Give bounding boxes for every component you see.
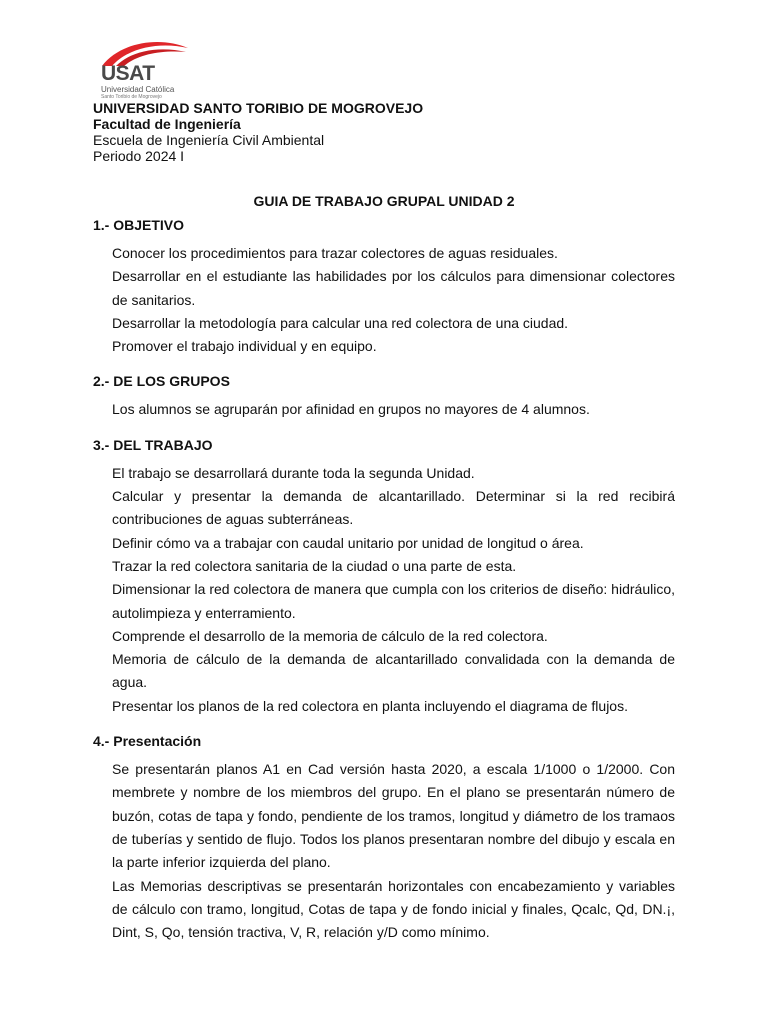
logo-text: USAT (101, 62, 155, 85)
paragraph: Las Memorias descriptivas se presentarán horizontales con encabezamiento y variables de cálculo con tramo, longitud, Cotas de tapa y de fondo inicial y finales, Qcalc, Qd, DN.¡, Dint, S, Qo, tensión tractiva, V, R, relación y/D como mínimo. (112, 877, 675, 941)
paragraph: Promover el trabajo individual y en equipo. (112, 338, 377, 355)
paragraph: Desarrollar en el estudiante las habilidades por los cálculos para dimensionar colectores de sanitarios. (112, 268, 675, 308)
logo-subtitle: Universidad Católica (101, 85, 175, 94)
paragraph: Los alumnos se agruparán por afinidad en grupos no mayores de 4 alumnos. (112, 401, 590, 418)
section-heading-objetivo: 1.- OBJETIVO (93, 217, 185, 233)
paragraph: Desarrollar la metodología para calcular una red colectora de una ciudad. (112, 314, 569, 331)
paragraph: Memoria de cálculo de la demanda de alcantarillado convalidada con la demanda de agua. (112, 651, 675, 691)
paragraph: Comprende el desarrollo de la memoria de cálculo de la red colectora. (112, 627, 548, 644)
paragraph: El trabajo se desarrollará durante toda la segunda Unidad. (112, 464, 475, 481)
document-body (93, 192, 675, 944)
document-title: GUIA DE TRABAJO GRUPAL UNIDAD 2 (253, 193, 515, 209)
section-heading-grupos: 2.- DE LOS GRUPOS (93, 373, 230, 390)
section-heading-presentacion: 4.- Presentación (93, 733, 202, 750)
university-name: UNIVERSIDAD SANTO TORIBIO DE MOGROVEJO (93, 100, 424, 116)
logo-tagline: Santo Toribio de Mogrovejo (101, 94, 162, 100)
period: Periodo 2024 I (93, 148, 185, 164)
paragraph: Conocer los procedimientos para trazar colectores de aguas residuales. (112, 245, 558, 261)
paragraph: Dimensionar la red colectora de manera que cumpla con los criterios de diseño: hidráulico, autolimpieza y enterramiento. (112, 581, 675, 621)
usat-logo (100, 38, 190, 100)
paragraph: Calcular y presentar la demanda de alcantarillado. Determinar si la red recibirá contribuciones de aguas subterráneas. (112, 488, 675, 528)
section-heading-trabajo: 3.- DEL TRABAJO (93, 436, 213, 453)
paragraph: Presentar los planos de la red colectora en planta incluyendo el diagrama de flujos. (112, 697, 628, 714)
faculty-name: Facultad de Ingeniería (93, 116, 241, 132)
paragraph: Se presentarán planos A1 en Cad versión hasta 2020, a escala 1/1000 o 1/2000. Con membrete y nombre de los miembros del grupo. En el plano se presentarán número de buzón, cotas de tapa y fondo, pendiente de los tramos, longitud y diámetro de los tramaos de tuberías y sentido de flujo. Todos los planos presentaran nombre del dibujo y escala en la parte inferior izquierda del plano. (112, 761, 675, 871)
paragraph: Definir cómo va a trabajar con caudal unitario por unidad de longitud o área. (112, 534, 584, 551)
document-header (93, 100, 423, 164)
school-name: Escuela de Ingeniería Civil Ambiental (93, 132, 325, 148)
paragraph: Trazar la red colectora sanitaria de la ciudad o una parte de esta. (112, 557, 517, 574)
